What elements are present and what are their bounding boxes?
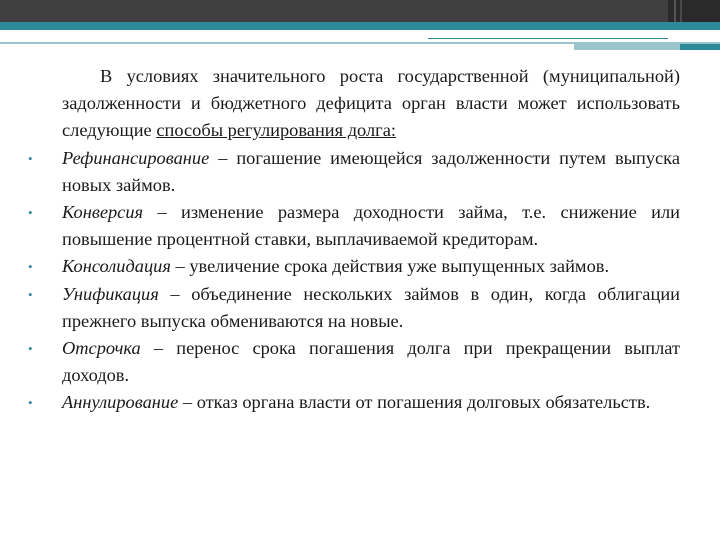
bullet-icon: • bbox=[28, 259, 33, 275]
methods-list bbox=[24, 145, 680, 417]
bullet-icon: • bbox=[28, 150, 33, 166]
bullet-icon: • bbox=[28, 341, 33, 357]
item-term: Консолидация bbox=[62, 256, 171, 277]
intro-text: В условиях значительного роста государственной (муниципальной) задолженности и бюджетного дефицита орган власти может использовать следующие bbox=[62, 66, 680, 141]
item-description: – перенос срока погашения долга при прекращении выплат доходов. bbox=[62, 338, 680, 386]
item-term: Рефинансирование bbox=[62, 147, 210, 168]
list-item bbox=[24, 281, 680, 335]
item-description: – отказ органа власти от погашения долговых обязательств. bbox=[178, 392, 651, 413]
item-term: Аннулирование bbox=[62, 392, 179, 413]
header-band bbox=[0, 0, 720, 22]
list-item bbox=[24, 389, 680, 416]
intro-paragraph bbox=[62, 63, 680, 145]
item-description: – погашение имеющейся задолженности путем выпуска новых займов. bbox=[62, 147, 680, 195]
item-term: Унификация bbox=[62, 283, 159, 304]
item-term: Отсрочка bbox=[62, 338, 141, 359]
header-accent-block bbox=[680, 44, 720, 50]
bullet-icon: • bbox=[28, 395, 33, 411]
list-item bbox=[24, 199, 680, 253]
item-description: – увеличение срока действия уже выпущенных займов. bbox=[170, 256, 610, 277]
intro-underlined-text: способы регулирования долга: bbox=[156, 120, 396, 141]
header-accent-band bbox=[0, 22, 720, 30]
list-item bbox=[24, 335, 680, 389]
item-description: – объединение нескольких займов в один, когда облигации прежнего выпуска обмениваются на новые. bbox=[62, 283, 680, 331]
slide-body bbox=[24, 63, 680, 417]
item-term: Конверсия bbox=[62, 202, 144, 223]
header-accent-line bbox=[428, 38, 668, 39]
bullet-icon: • bbox=[28, 205, 33, 221]
list-item bbox=[24, 145, 680, 199]
bullet-icon: • bbox=[28, 286, 33, 302]
header-corner-decoration bbox=[668, 0, 720, 22]
list-item bbox=[24, 253, 680, 280]
item-description: – изменение размера доходности займа, т.е. снижение или повышение процентной ставки, выплачиваемой кредиторам. bbox=[62, 202, 680, 250]
